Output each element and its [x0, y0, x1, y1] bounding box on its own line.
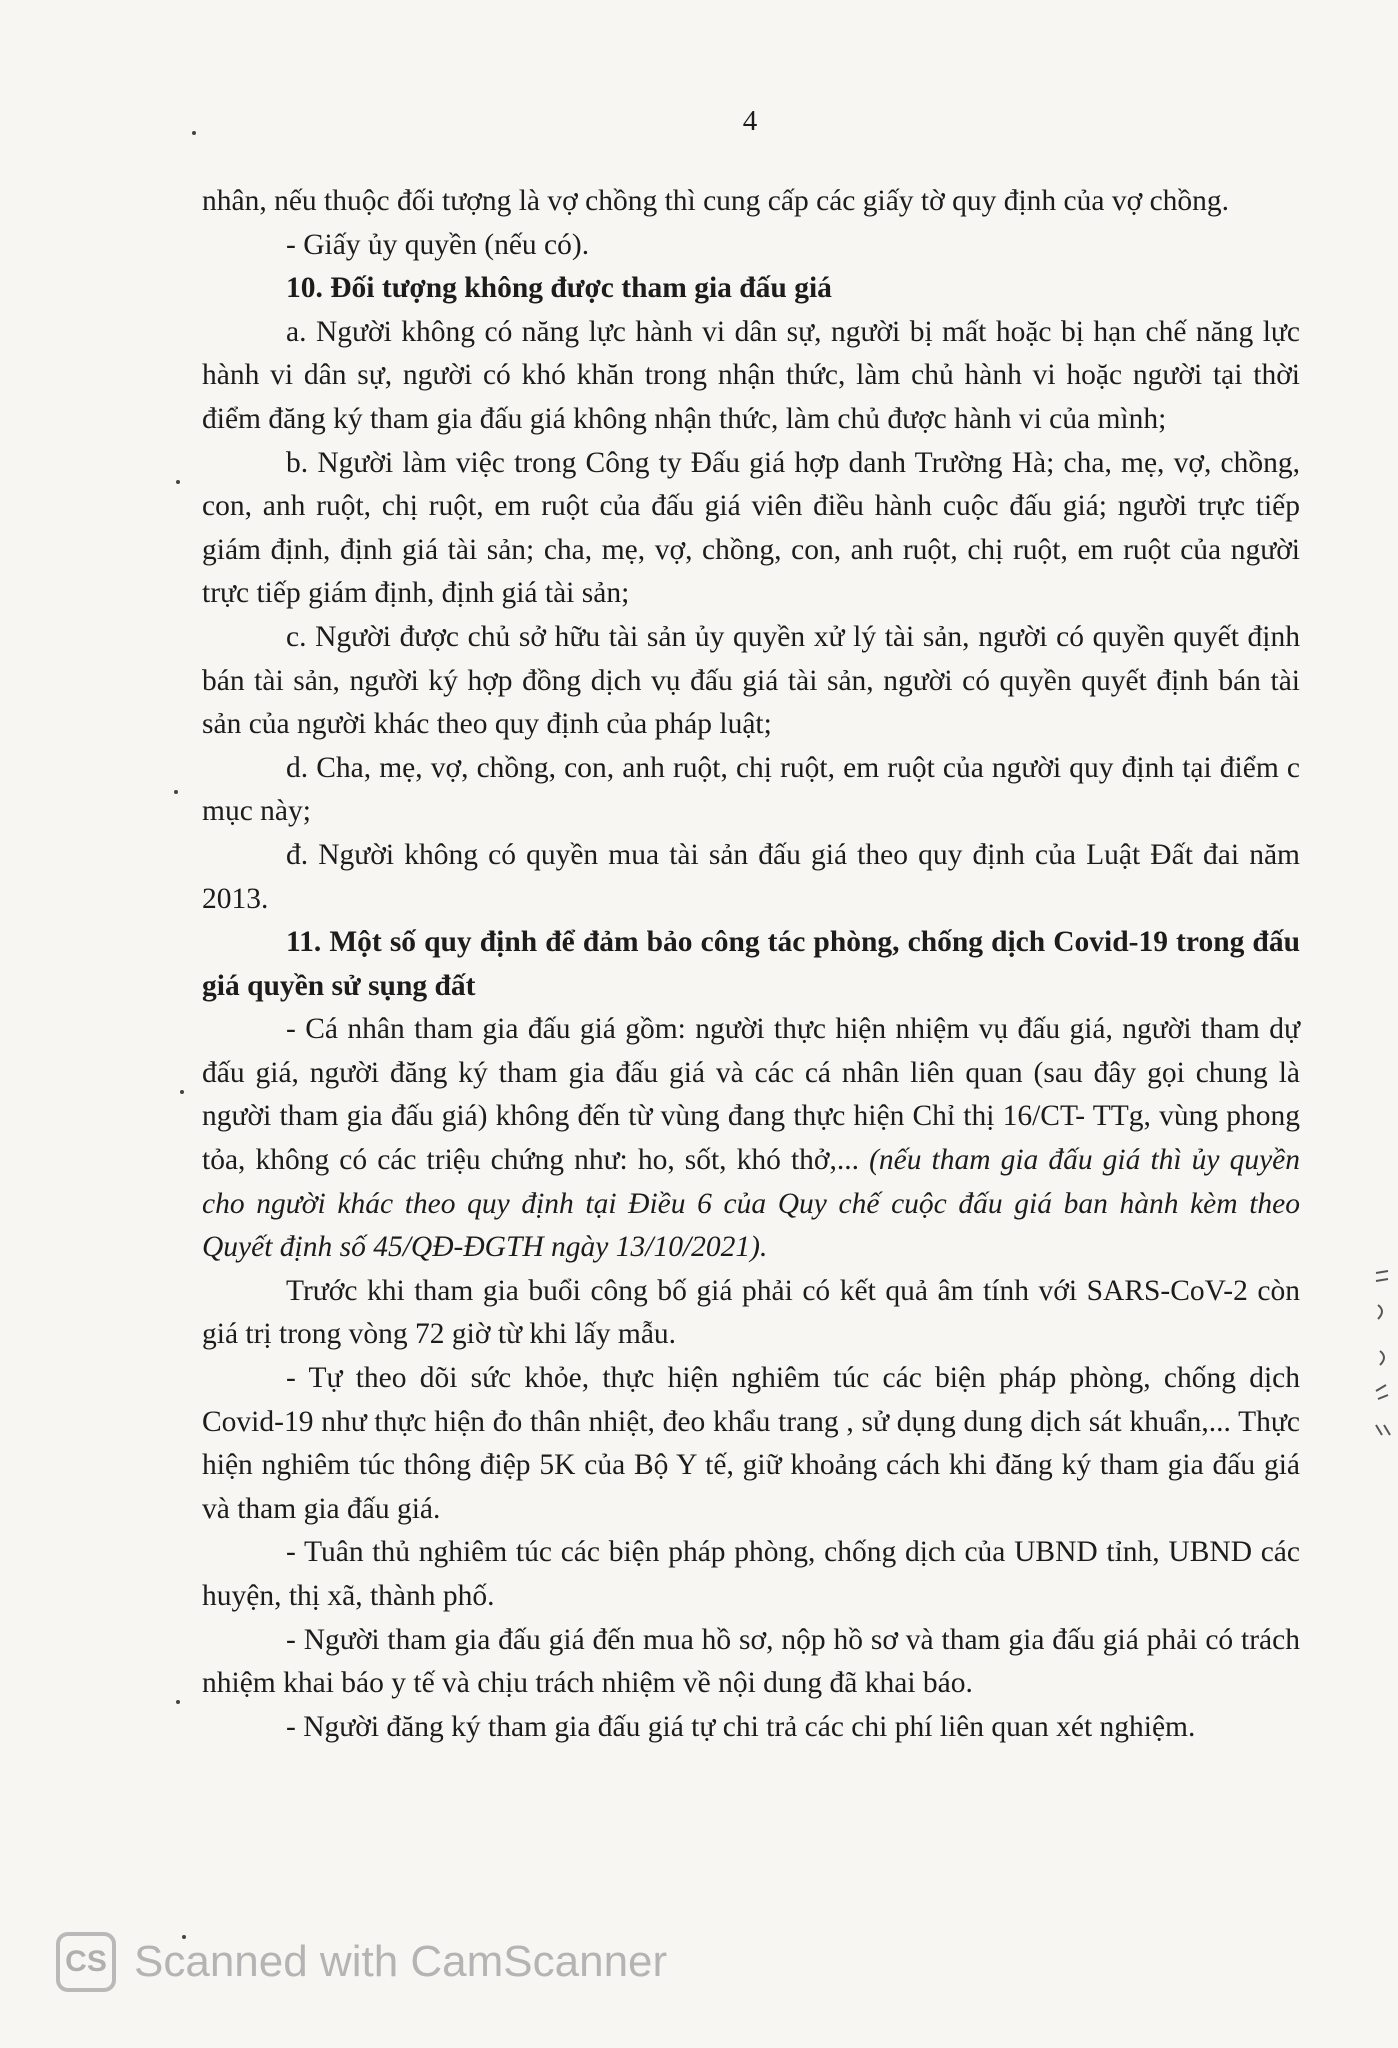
section-heading-11: 11. Một số quy định để đảm bảo công tác phòng, chống dịch Covid-19 trong đấu giá quyền sử sụng đất [202, 926, 1300, 1002]
paragraph-10a: a. Người không có năng lực hành vi dân sự, người bị mất hoặc bị hạn chế năng lực hành vi dân sự, người có khó khăn trong nhận thức, làm chủ hành vi hoặc người tại thời điểm đăng ký tham gia đấu giá không nhận thức, làm chủ được hành vi của mình; [202, 315, 1300, 435]
paragraph-11-costs: - Người đăng ký tham gia đấu giá tự chi trả các chi phí liên quan xét nghiệm. [286, 1710, 1196, 1743]
scan-speck [174, 790, 178, 794]
camscanner-text: Scanned with CamScanner [134, 1937, 668, 1986]
paragraph-10c: c. Người được chủ sở hữu tài sản ủy quyền xử lý tài sản, người có quyền quyết định bán tài sản, người ký hợp đồng dịch vụ đấu giá tài sản, người có quyền quyết định bán tài sản của người khác theo quy định của pháp luật; [202, 620, 1300, 741]
paragraph-11-declaration: - Người tham gia đấu giá đến mua hồ sơ, nộp hồ sơ và tham gia đấu giá phải có trách nhiệm khai báo y tế và chịu trách nhiệm về nội dung đã khai báo. [202, 1623, 1300, 1700]
margin-bleed-marks [1368, 1265, 1394, 1445]
paragraph-continuation: nhân, nếu thuộc đối tượng là vợ chồng thì cung cấp các giấy tờ quy định của vợ chồng. [202, 185, 1230, 217]
paragraph-11-compliance: - Tuân thủ nghiêm túc các biện pháp phòng, chống dịch của UBND tỉnh, UBND các huyện, thị xã, thành phố. [202, 1536, 1300, 1612]
paragraph-10d: d. Cha, mẹ, vợ, chồng, con, anh ruột, chị ruột, em ruột của người quy định tại điểm c mục này; [202, 751, 1300, 828]
italic-note: (nếu tham gia đấu giá thì ủy quyền cho người khác theo quy định tại Điều 6 của Quy chế cuộc đấu giá ban hành kèm theo Quyết định số 45/QĐ-ĐGTH ngày 13/10/2021). [202, 1144, 1301, 1264]
paragraph-11-test: Trước khi tham gia buổi công bố giá phải có kết quả âm tính với SARS-CoV-2 còn giá trị trong vòng 72 giờ từ khi lấy mẫu. [202, 1274, 1300, 1351]
section-heading-10: 10. Đối tượng không được tham gia đấu giá [286, 272, 832, 305]
scan-speck [176, 480, 180, 484]
scan-speck [192, 131, 196, 135]
paragraph-10dd: đ. Người không có quyền mua tài sản đấu giá theo quy định của Luật Đất đai năm 2013. [202, 838, 1300, 915]
camscanner-logo-icon: CS [56, 1932, 116, 1992]
page-number: 4 [742, 105, 758, 137]
camscanner-watermark [56, 1930, 667, 1994]
document-body [202, 180, 1300, 1749]
paragraph-authorization: - Giấy ủy quyền (nếu có). [286, 228, 590, 261]
paragraph-11-health: - Tự theo dõi sức khỏe, thực hiện nghiêm túc các biện pháp phòng, chống dịch Covid-19 như thực hiện đo thân nhiệt, đeo khẩu trang , sử dụng dung dịch sát khuẩn,... Thực hiện nghiêm túc thông điệp 5K của Bộ Y tế, giữ khoảng cách khi đăng ký tham gia đấu giá và tham gia đấu giá. [202, 1362, 1300, 1525]
scan-speck [180, 1090, 184, 1094]
paragraph-10b: b. Người làm việc trong Công ty Đấu giá hợp danh Trường Hà; cha, mẹ, vợ, chồng, con, anh ruột, chị ruột, em ruột của đấu giá viên điều hành cuộc đấu giá; người trực tiếp giám định, định giá tài sản; cha, mẹ, vợ, chồng, con, anh ruột, chị ruột, em ruột của người trực tiếp giám định, định giá tài sản; [202, 446, 1300, 610]
scan-speck [176, 1700, 180, 1704]
paragraph-11-participants: - Cá nhân tham gia đấu giá gồm: người thực hiện nhiệm vụ đấu giá, người tham dự đấu giá, người đăng ký tham gia đấu giá và các cá nhân liên quan (sau đây gọi chung là người tham gia đấu giá) không đến từ vùng đang thực hiện Chỉ thị 16/CT- TTg, vùng phong tỏa, không có các triệu chứng như: ho, sốt, khó thở,... (nếu tham gia đấu giá thì ủy quyền cho người khác theo quy định tại Điều 6 của Quy chế cuộc đấu giá ban hành kèm theo Quyết định số 45/QĐ-ĐGTH ngày 13/10/2021). [202, 1013, 1301, 1264]
